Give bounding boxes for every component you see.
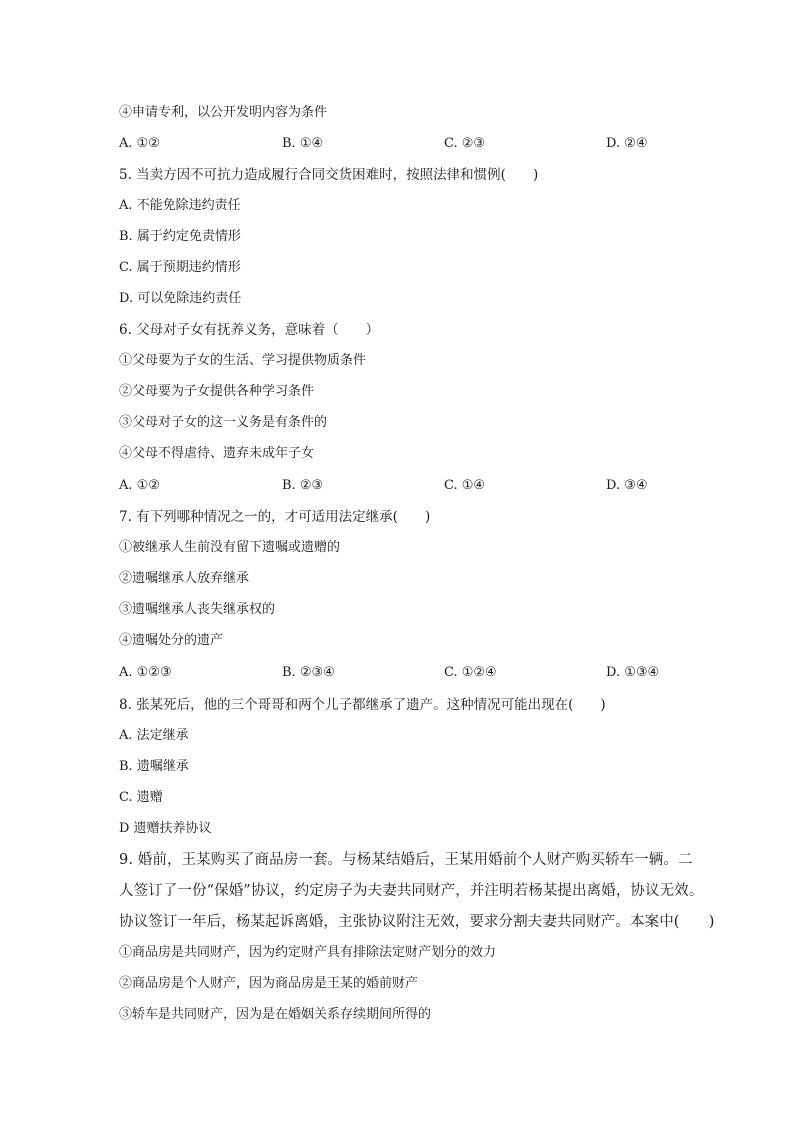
q4-option-d: D. ②④ bbox=[606, 136, 648, 151]
q7-option-c: C. ①②④ bbox=[444, 665, 497, 680]
q8-choice-b: B. 遗嘱继承 bbox=[119, 759, 189, 774]
q6-stem: 6. 父母对子女有抚养义务，意味着（ ） bbox=[119, 322, 380, 338]
q8-choice-c: C. 遗赠 bbox=[119, 790, 163, 805]
q7-item-1: ①被继承人生前没有留下遗嘱或遗赠的 bbox=[119, 540, 341, 555]
q9-item-3: ③轿车是共同财产，因为是在婚姻关系存续期间所得的 bbox=[119, 1007, 432, 1022]
q5-choice-b: B. 属于约定免责情形 bbox=[119, 229, 241, 244]
q8-choice-d: D 遗赠扶养协议 bbox=[119, 821, 212, 836]
q9-stem-line-3: 协议签订一年后，杨某起诉离婚，主张协议附注无效，要求分割夫妻共同财产。本案中( ) bbox=[119, 914, 715, 930]
q7-stem: 7. 有下列哪种情况之一的，才可适用法定继承( ) bbox=[119, 509, 431, 525]
q4-item-4: ④申请专利，以公开发明内容为条件 bbox=[119, 105, 328, 120]
q6-item-4: ④父母不得虐待、遗弃未成年子女 bbox=[119, 446, 315, 461]
q9-stem-line-2: 人签订了一份“保婚”协议，约定房子为夫妻共同财产，并注明若杨某提出离婚，协议无效。 bbox=[119, 883, 704, 899]
q7-options bbox=[119, 665, 659, 681]
q8-choice-a: A. 法定继承 bbox=[119, 728, 189, 743]
q6-item-2: ②父母要为子女提供各种学习条件 bbox=[119, 384, 315, 399]
q4-options bbox=[119, 136, 659, 152]
q8-stem: 8. 张某死后，他的三个哥哥和两个儿子都继承了遗产。这种情况可能出现在( ) bbox=[119, 697, 606, 713]
q5-choice-a: A. 不能免除违约责任 bbox=[119, 198, 241, 213]
q6-option-b: B. ②③ bbox=[282, 478, 324, 493]
q6-option-c: C. ①④ bbox=[444, 478, 486, 493]
q4-option-c: C. ②③ bbox=[444, 136, 486, 151]
q6-item-3: ③父母对子女的这一义务是有条件的 bbox=[119, 415, 328, 430]
q7-option-b: B. ②③④ bbox=[282, 665, 335, 680]
q4-option-b: B. ①④ bbox=[282, 136, 324, 151]
q9-item-1: ①商品房是共同财产，因为约定财产具有排除法定财产划分的效力 bbox=[119, 945, 497, 960]
q7-option-d: D. ①③④ bbox=[606, 665, 660, 680]
q9-stem-line-1: 9. 婚前，王某购买了商品房一套。与杨某结婚后，王某用婚前个人财产购买轿车一辆。二 bbox=[119, 852, 693, 868]
q5-choice-c: C. 属于预期违约情形 bbox=[119, 260, 241, 275]
q6-item-1: ①父母要为子女的生活、学习提供物质条件 bbox=[119, 353, 367, 368]
q5-stem: 5. 当卖方因不可抗力造成履行合同交货困难时，按照法律和惯例( ) bbox=[119, 167, 539, 183]
q6-option-d: D. ③④ bbox=[606, 478, 648, 493]
q7-item-4: ④遗嘱处分的遗产 bbox=[119, 633, 224, 648]
q6-options bbox=[119, 478, 659, 494]
q7-item-2: ②遗嘱继承人放弃继承 bbox=[119, 571, 250, 586]
q7-item-3: ③遗嘱继承人丧失继承权的 bbox=[119, 602, 276, 617]
q6-option-a: A. ①② bbox=[119, 478, 160, 493]
q5-choice-d: D. 可以免除违约责任 bbox=[119, 291, 242, 306]
q9-item-2: ②商品房是个人财产，因为商品房是王某的婚前财产 bbox=[119, 976, 419, 991]
q4-option-a: A. ①② bbox=[119, 136, 160, 151]
q7-option-a: A. ①②③ bbox=[119, 665, 172, 680]
